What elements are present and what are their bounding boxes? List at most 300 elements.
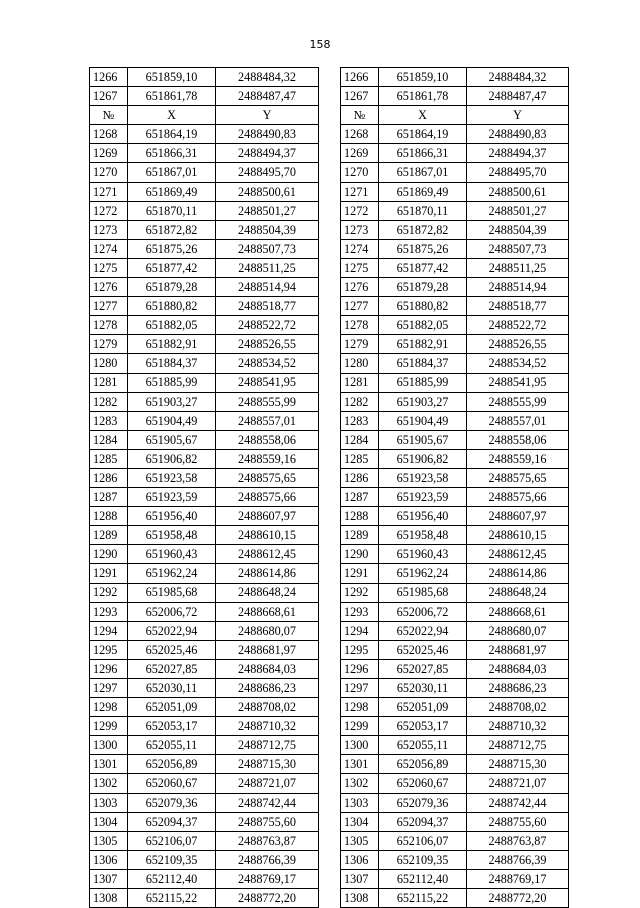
y-coordinate-cell: 2488648,24 — [467, 583, 569, 602]
header-number: № — [341, 106, 379, 125]
column-gap — [319, 850, 341, 869]
x-coordinate-cell: 652055,11 — [128, 736, 216, 755]
point-number-cell: 1276 — [90, 278, 128, 297]
x-coordinate-cell: 651859,10 — [379, 68, 467, 87]
y-coordinate-cell: 2488555,99 — [216, 392, 319, 411]
table-row — [90, 87, 569, 106]
table-row — [90, 698, 569, 717]
column-gap — [319, 335, 341, 354]
table-row — [90, 335, 569, 354]
x-coordinate-cell: 651960,43 — [379, 545, 467, 564]
point-number-cell: 1283 — [90, 411, 128, 430]
column-gap — [319, 583, 341, 602]
y-coordinate-cell: 2488514,94 — [216, 278, 319, 297]
x-coordinate-cell: 652060,67 — [128, 774, 216, 793]
y-coordinate-cell: 2488686,23 — [467, 679, 569, 698]
column-gap — [319, 125, 341, 144]
y-coordinate-cell: 2488511,25 — [216, 258, 319, 277]
x-coordinate-cell: 652053,17 — [128, 717, 216, 736]
x-coordinate-cell: 651864,19 — [128, 125, 216, 144]
y-coordinate-cell: 2488500,61 — [467, 182, 569, 201]
column-gap — [319, 679, 341, 698]
x-coordinate-cell: 651903,27 — [128, 392, 216, 411]
header-y: Y — [216, 106, 319, 125]
point-number-cell: 1307 — [90, 869, 128, 888]
y-coordinate-cell: 2488504,39 — [467, 220, 569, 239]
point-number-cell: 1270 — [341, 163, 379, 182]
y-coordinate-cell: 2488721,07 — [467, 774, 569, 793]
y-coordinate-cell: 2488487,47 — [467, 87, 569, 106]
table-row — [90, 411, 569, 430]
header-number: № — [90, 106, 128, 125]
point-number-cell: 1276 — [341, 278, 379, 297]
x-coordinate-cell: 651869,49 — [379, 182, 467, 201]
point-number-cell: 1282 — [90, 392, 128, 411]
y-coordinate-cell: 2488555,99 — [467, 392, 569, 411]
x-coordinate-cell: 651923,59 — [379, 488, 467, 507]
y-coordinate-cell: 2488763,87 — [467, 831, 569, 850]
table-row — [90, 640, 569, 659]
table-row — [90, 850, 569, 869]
point-number-cell: 1296 — [341, 659, 379, 678]
column-gap — [319, 239, 341, 258]
column-gap — [319, 736, 341, 755]
y-coordinate-cell: 2488501,27 — [216, 201, 319, 220]
point-number-cell: 1278 — [90, 316, 128, 335]
column-gap — [319, 526, 341, 545]
point-number-cell: 1275 — [341, 258, 379, 277]
header-x: X — [128, 106, 216, 125]
y-coordinate-cell: 2488607,97 — [467, 507, 569, 526]
point-number-cell: 1300 — [341, 736, 379, 755]
x-coordinate-cell: 652060,67 — [379, 774, 467, 793]
x-coordinate-cell: 652030,11 — [379, 679, 467, 698]
point-number-cell: 1295 — [341, 640, 379, 659]
y-coordinate-cell: 2488684,03 — [216, 659, 319, 678]
table-row — [90, 602, 569, 621]
table-row — [90, 354, 569, 373]
table-row — [90, 239, 569, 258]
column-gap — [319, 831, 341, 850]
point-number-cell: 1290 — [90, 545, 128, 564]
y-coordinate-cell: 2488518,77 — [467, 297, 569, 316]
y-coordinate-cell: 2488769,17 — [467, 869, 569, 888]
y-coordinate-cell: 2488614,86 — [467, 564, 569, 583]
x-coordinate-cell: 652109,35 — [128, 850, 216, 869]
point-number-cell: 1294 — [341, 621, 379, 640]
table-row — [90, 526, 569, 545]
x-coordinate-cell: 651866,31 — [379, 144, 467, 163]
x-coordinate-cell: 652109,35 — [379, 850, 467, 869]
point-number-cell: 1306 — [341, 850, 379, 869]
column-gap — [319, 220, 341, 239]
y-coordinate-cell: 2488668,61 — [216, 602, 319, 621]
x-coordinate-cell: 652056,89 — [379, 755, 467, 774]
y-coordinate-cell: 2488534,52 — [216, 354, 319, 373]
x-coordinate-cell: 651960,43 — [128, 545, 216, 564]
table-row — [90, 659, 569, 678]
y-coordinate-cell: 2488742,44 — [467, 793, 569, 812]
point-number-cell: 1286 — [341, 468, 379, 487]
point-number-cell: 1284 — [341, 430, 379, 449]
y-coordinate-cell: 2488680,07 — [216, 621, 319, 640]
x-coordinate-cell: 651958,48 — [379, 526, 467, 545]
table-row — [90, 812, 569, 831]
point-number-cell: 1299 — [90, 717, 128, 736]
x-coordinate-cell: 652115,22 — [128, 889, 216, 908]
x-coordinate-cell: 651962,24 — [128, 564, 216, 583]
x-coordinate-cell: 652053,17 — [379, 717, 467, 736]
x-coordinate-cell: 652030,11 — [128, 679, 216, 698]
y-coordinate-cell: 2488575,66 — [216, 488, 319, 507]
x-coordinate-cell: 652094,37 — [128, 812, 216, 831]
x-coordinate-cell: 651877,42 — [379, 258, 467, 277]
y-coordinate-cell: 2488558,06 — [467, 430, 569, 449]
point-number-cell: 1279 — [90, 335, 128, 354]
x-coordinate-cell: 651872,82 — [128, 220, 216, 239]
x-coordinate-cell: 651869,49 — [128, 182, 216, 201]
column-gap — [319, 793, 341, 812]
y-coordinate-cell: 2488495,70 — [467, 163, 569, 182]
x-coordinate-cell: 651923,58 — [128, 468, 216, 487]
y-coordinate-cell: 2488763,87 — [216, 831, 319, 850]
point-number-cell: 1291 — [90, 564, 128, 583]
x-coordinate-cell: 652079,36 — [128, 793, 216, 812]
y-coordinate-cell: 2488522,72 — [467, 316, 569, 335]
column-gap — [319, 698, 341, 717]
table-row — [90, 774, 569, 793]
y-coordinate-cell: 2488575,65 — [216, 468, 319, 487]
table-row — [90, 564, 569, 583]
x-coordinate-cell: 651884,37 — [379, 354, 467, 373]
table-row — [90, 793, 569, 812]
column-gap — [319, 144, 341, 163]
y-coordinate-cell: 2488612,45 — [216, 545, 319, 564]
x-coordinate-cell: 651882,91 — [379, 335, 467, 354]
x-coordinate-cell: 652051,09 — [128, 698, 216, 717]
page-number: 158 — [309, 38, 331, 51]
x-coordinate-cell: 651867,01 — [128, 163, 216, 182]
y-coordinate-cell: 2488610,15 — [216, 526, 319, 545]
column-gap — [319, 468, 341, 487]
y-coordinate-cell: 2488534,52 — [467, 354, 569, 373]
y-coordinate-cell: 2488495,70 — [216, 163, 319, 182]
y-coordinate-cell: 2488607,97 — [216, 507, 319, 526]
point-number-cell: 1293 — [90, 602, 128, 621]
x-coordinate-cell: 652006,72 — [128, 602, 216, 621]
point-number-cell: 1268 — [341, 125, 379, 144]
y-coordinate-cell: 2488742,44 — [216, 793, 319, 812]
point-number-cell: 1283 — [341, 411, 379, 430]
x-coordinate-cell: 652022,94 — [379, 621, 467, 640]
column-gap — [319, 278, 341, 297]
y-coordinate-cell: 2488710,32 — [216, 717, 319, 736]
x-coordinate-cell: 651904,49 — [128, 411, 216, 430]
column-gap — [319, 354, 341, 373]
point-number-cell: 1299 — [341, 717, 379, 736]
x-coordinate-cell: 651923,58 — [379, 468, 467, 487]
table-row — [90, 717, 569, 736]
x-coordinate-cell: 651958,48 — [128, 526, 216, 545]
point-number-cell: 1278 — [341, 316, 379, 335]
x-coordinate-cell: 652025,46 — [379, 640, 467, 659]
table-row — [90, 583, 569, 602]
column-gap — [319, 812, 341, 831]
point-number-cell: 1267 — [341, 87, 379, 106]
column-gap — [319, 68, 341, 87]
column-gap — [319, 316, 341, 335]
x-coordinate-cell: 652112,40 — [379, 869, 467, 888]
point-number-cell: 1289 — [90, 526, 128, 545]
y-coordinate-cell: 2488526,55 — [467, 335, 569, 354]
point-number-cell: 1280 — [341, 354, 379, 373]
x-coordinate-cell: 651872,82 — [379, 220, 467, 239]
point-number-cell: 1274 — [341, 239, 379, 258]
column-gap — [319, 182, 341, 201]
x-coordinate-cell: 652022,94 — [128, 621, 216, 640]
y-coordinate-cell: 2488490,83 — [216, 125, 319, 144]
table-row — [90, 545, 569, 564]
y-coordinate-cell: 2488511,25 — [467, 258, 569, 277]
x-coordinate-cell: 651905,67 — [379, 430, 467, 449]
x-coordinate-cell: 652106,07 — [379, 831, 467, 850]
y-coordinate-cell: 2488484,32 — [467, 68, 569, 87]
y-coordinate-cell: 2488755,60 — [467, 812, 569, 831]
y-coordinate-cell: 2488715,30 — [216, 755, 319, 774]
x-coordinate-cell: 651885,99 — [379, 373, 467, 392]
point-number-cell: 1281 — [341, 373, 379, 392]
y-coordinate-cell: 2488559,16 — [216, 449, 319, 468]
point-number-cell: 1279 — [341, 335, 379, 354]
y-coordinate-cell: 2488612,45 — [467, 545, 569, 564]
x-coordinate-cell: 651882,05 — [128, 316, 216, 335]
y-coordinate-cell: 2488715,30 — [467, 755, 569, 774]
table-row — [90, 679, 569, 698]
y-coordinate-cell: 2488766,39 — [216, 850, 319, 869]
table-row — [90, 449, 569, 468]
x-coordinate-cell: 651985,68 — [379, 583, 467, 602]
x-coordinate-cell: 651875,26 — [128, 239, 216, 258]
column-gap — [319, 774, 341, 793]
y-coordinate-cell: 2488507,73 — [467, 239, 569, 258]
table-row — [90, 468, 569, 487]
x-coordinate-cell: 652106,07 — [128, 831, 216, 850]
x-coordinate-cell: 651906,82 — [379, 449, 467, 468]
x-coordinate-cell: 651905,67 — [128, 430, 216, 449]
x-coordinate-cell: 652006,72 — [379, 602, 467, 621]
point-number-cell: 1285 — [341, 449, 379, 468]
table-row — [90, 144, 569, 163]
column-gap — [319, 411, 341, 430]
x-coordinate-cell: 651879,28 — [379, 278, 467, 297]
x-coordinate-cell: 651867,01 — [379, 163, 467, 182]
table-row — [90, 201, 569, 220]
column-gap — [319, 258, 341, 277]
table-row — [90, 182, 569, 201]
column-gap — [319, 392, 341, 411]
point-number-cell: 1304 — [341, 812, 379, 831]
x-coordinate-cell: 652115,22 — [379, 889, 467, 908]
point-number-cell: 1301 — [90, 755, 128, 774]
y-coordinate-cell: 2488712,75 — [216, 736, 319, 755]
y-coordinate-cell: 2488504,39 — [216, 220, 319, 239]
x-coordinate-cell: 651861,78 — [128, 87, 216, 106]
column-gap — [319, 297, 341, 316]
point-number-cell: 1285 — [90, 449, 128, 468]
column-gap — [319, 106, 341, 125]
point-number-cell: 1266 — [90, 68, 128, 87]
column-gap — [319, 621, 341, 640]
column-gap — [319, 755, 341, 774]
point-number-cell: 1284 — [90, 430, 128, 449]
x-coordinate-cell: 651882,91 — [128, 335, 216, 354]
x-coordinate-cell: 651923,59 — [128, 488, 216, 507]
point-number-cell: 1295 — [90, 640, 128, 659]
x-coordinate-cell: 651880,82 — [128, 297, 216, 316]
y-coordinate-cell: 2488518,77 — [216, 297, 319, 316]
y-coordinate-cell: 2488681,97 — [467, 640, 569, 659]
x-coordinate-cell: 651864,19 — [379, 125, 467, 144]
y-coordinate-cell: 2488575,66 — [467, 488, 569, 507]
table-row — [90, 621, 569, 640]
point-number-cell: 1275 — [90, 258, 128, 277]
point-number-cell: 1274 — [90, 239, 128, 258]
x-coordinate-cell: 651956,40 — [128, 507, 216, 526]
point-number-cell: 1273 — [90, 220, 128, 239]
point-number-cell: 1288 — [341, 507, 379, 526]
table-row — [90, 297, 569, 316]
point-number-cell: 1298 — [90, 698, 128, 717]
x-coordinate-cell: 651861,78 — [379, 87, 467, 106]
x-coordinate-cell: 652079,36 — [379, 793, 467, 812]
y-coordinate-cell: 2488769,17 — [216, 869, 319, 888]
x-coordinate-cell: 651866,31 — [128, 144, 216, 163]
x-coordinate-cell: 651884,37 — [128, 354, 216, 373]
y-coordinate-cell: 2488708,02 — [467, 698, 569, 717]
x-coordinate-cell: 651904,49 — [379, 411, 467, 430]
table-row — [90, 831, 569, 850]
point-number-cell: 1294 — [90, 621, 128, 640]
y-coordinate-cell: 2488541,95 — [216, 373, 319, 392]
x-coordinate-cell: 651885,99 — [128, 373, 216, 392]
y-coordinate-cell: 2488557,01 — [216, 411, 319, 430]
y-coordinate-cell: 2488575,65 — [467, 468, 569, 487]
x-coordinate-cell: 652027,85 — [379, 659, 467, 678]
point-number-cell: 1304 — [90, 812, 128, 831]
table-row — [90, 68, 569, 87]
column-gap — [319, 869, 341, 888]
x-coordinate-cell: 651956,40 — [379, 507, 467, 526]
table-row — [90, 316, 569, 335]
column-gap — [319, 488, 341, 507]
y-coordinate-cell: 2488490,83 — [467, 125, 569, 144]
x-coordinate-cell: 651962,24 — [379, 564, 467, 583]
column-gap — [319, 659, 341, 678]
column-gap — [319, 640, 341, 659]
point-number-cell: 1298 — [341, 698, 379, 717]
y-coordinate-cell: 2488507,73 — [216, 239, 319, 258]
x-coordinate-cell: 652112,40 — [128, 869, 216, 888]
point-number-cell: 1308 — [341, 889, 379, 908]
point-number-cell: 1305 — [90, 831, 128, 850]
point-number-cell: 1280 — [90, 354, 128, 373]
point-number-cell: 1289 — [341, 526, 379, 545]
point-number-cell: 1266 — [341, 68, 379, 87]
column-gap — [319, 430, 341, 449]
x-coordinate-cell: 651903,27 — [379, 392, 467, 411]
point-number-cell: 1292 — [341, 583, 379, 602]
point-number-cell: 1277 — [341, 297, 379, 316]
table-header-row — [90, 106, 569, 125]
y-coordinate-cell: 2488772,20 — [467, 889, 569, 908]
y-coordinate-cell: 2488541,95 — [467, 373, 569, 392]
point-number-cell: 1291 — [341, 564, 379, 583]
y-coordinate-cell: 2488522,72 — [216, 316, 319, 335]
table-row — [90, 373, 569, 392]
y-coordinate-cell: 2488558,06 — [216, 430, 319, 449]
x-coordinate-cell: 651870,11 — [379, 201, 467, 220]
point-number-cell: 1290 — [341, 545, 379, 564]
point-number-cell: 1271 — [90, 182, 128, 201]
x-coordinate-cell: 651906,82 — [128, 449, 216, 468]
point-number-cell: 1272 — [341, 201, 379, 220]
y-coordinate-cell: 2488681,97 — [216, 640, 319, 659]
table-row — [90, 125, 569, 144]
y-coordinate-cell: 2488487,47 — [216, 87, 319, 106]
point-number-cell: 1272 — [90, 201, 128, 220]
y-coordinate-cell: 2488501,27 — [467, 201, 569, 220]
y-coordinate-cell: 2488610,15 — [467, 526, 569, 545]
point-number-cell: 1288 — [90, 507, 128, 526]
table-row — [90, 220, 569, 239]
point-number-cell: 1306 — [90, 850, 128, 869]
x-coordinate-cell: 651870,11 — [128, 201, 216, 220]
table-row — [90, 869, 569, 888]
x-coordinate-cell: 652056,89 — [128, 755, 216, 774]
column-gap — [319, 507, 341, 526]
point-number-cell: 1277 — [90, 297, 128, 316]
x-coordinate-cell: 651985,68 — [128, 583, 216, 602]
y-coordinate-cell: 2488648,24 — [216, 583, 319, 602]
table-row — [90, 507, 569, 526]
point-number-cell: 1301 — [341, 755, 379, 774]
table-row — [90, 163, 569, 182]
column-gap — [319, 449, 341, 468]
y-coordinate-cell: 2488557,01 — [467, 411, 569, 430]
y-coordinate-cell: 2488500,61 — [216, 182, 319, 201]
point-number-cell: 1268 — [90, 125, 128, 144]
point-number-cell: 1308 — [90, 889, 128, 908]
y-coordinate-cell: 2488712,75 — [467, 736, 569, 755]
point-number-cell: 1307 — [341, 869, 379, 888]
point-number-cell: 1270 — [90, 163, 128, 182]
point-number-cell: 1292 — [90, 583, 128, 602]
point-number-cell: 1269 — [341, 144, 379, 163]
table-row — [90, 392, 569, 411]
x-coordinate-cell: 652051,09 — [379, 698, 467, 717]
point-number-cell: 1267 — [90, 87, 128, 106]
y-coordinate-cell: 2488755,60 — [216, 812, 319, 831]
header-x: X — [379, 106, 467, 125]
y-coordinate-cell: 2488772,20 — [216, 889, 319, 908]
x-coordinate-cell: 651875,26 — [379, 239, 467, 258]
column-gap — [319, 717, 341, 736]
point-number-cell: 1303 — [341, 793, 379, 812]
point-number-cell: 1282 — [341, 392, 379, 411]
column-gap — [319, 87, 341, 106]
table-row — [90, 488, 569, 507]
point-number-cell: 1287 — [341, 488, 379, 507]
